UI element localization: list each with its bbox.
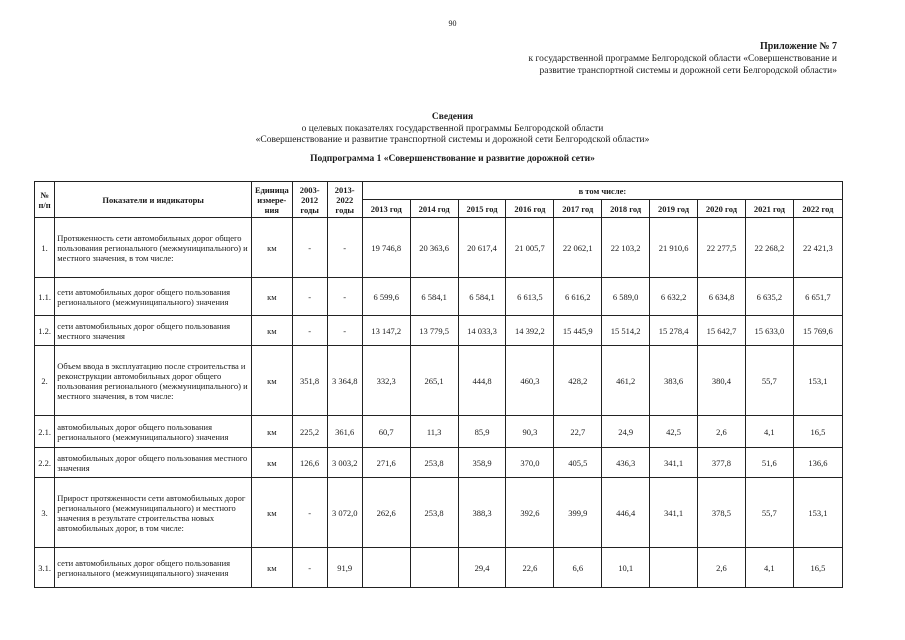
year-value: 383,6 bbox=[650, 346, 698, 416]
year-value: 22,7 bbox=[554, 416, 602, 448]
year-value: 15 642,7 bbox=[698, 316, 746, 346]
period-2003-2012-value: 351,8 bbox=[292, 346, 327, 416]
indicators-table bbox=[34, 181, 843, 588]
appendix-line-2: развитие транспортной системы и дорожной сети Белгородской области» bbox=[539, 66, 837, 76]
year-value: 21 005,7 bbox=[506, 218, 554, 278]
year-value: 6 584,1 bbox=[410, 278, 458, 316]
year-value: 22 268,2 bbox=[745, 218, 793, 278]
year-value: 55,7 bbox=[745, 346, 793, 416]
header-year: 2014 год bbox=[410, 200, 458, 218]
year-value: 14 392,2 bbox=[506, 316, 554, 346]
row-number: 1.2. bbox=[35, 316, 55, 346]
year-value: 341,1 bbox=[650, 478, 698, 548]
year-value: 15 769,6 bbox=[793, 316, 842, 346]
year-value: 6 616,2 bbox=[554, 278, 602, 316]
year-value: 60,7 bbox=[362, 416, 410, 448]
year-value: 2,6 bbox=[698, 416, 746, 448]
year-value: 4,1 bbox=[745, 548, 793, 588]
year-value: 265,1 bbox=[410, 346, 458, 416]
indicator-name: автомобильных дорог общего пользования местного значения bbox=[55, 448, 252, 478]
year-value: 271,6 bbox=[362, 448, 410, 478]
row-number: 3.1. bbox=[35, 548, 55, 588]
table-row bbox=[35, 218, 843, 278]
appendix-block bbox=[477, 41, 837, 77]
year-value: 15 514,2 bbox=[602, 316, 650, 346]
year-value: 29,4 bbox=[458, 548, 506, 588]
year-value: 20 363,6 bbox=[410, 218, 458, 278]
year-value bbox=[650, 548, 698, 588]
table-row bbox=[35, 416, 843, 448]
header-year: 2015 год bbox=[458, 200, 506, 218]
year-value: 10,1 bbox=[602, 548, 650, 588]
unit-cell: км bbox=[252, 278, 292, 316]
page-number: 90 bbox=[448, 19, 457, 28]
year-value: 15 633,0 bbox=[745, 316, 793, 346]
indicator-name: Прирост протяженности сети автомобильных дорог регионального (межмуниципального) и местного значения в результате строительства новых автомобильных дорог, в том числе: bbox=[55, 478, 252, 548]
year-value: 19 746,8 bbox=[362, 218, 410, 278]
period-2003-2012-value: - bbox=[292, 278, 327, 316]
table-row bbox=[35, 548, 843, 588]
subprogram-title: Подпрограмма 1 «Совершенствование и развитие дорожной сети» bbox=[310, 154, 595, 164]
year-value: 358,9 bbox=[458, 448, 506, 478]
year-value: 6 651,7 bbox=[793, 278, 842, 316]
unit-cell: км bbox=[252, 448, 292, 478]
year-value: 13 779,5 bbox=[410, 316, 458, 346]
unit-cell: км bbox=[252, 548, 292, 588]
year-value: 388,3 bbox=[458, 478, 506, 548]
year-value: 90,3 bbox=[506, 416, 554, 448]
year-value: 16,5 bbox=[793, 548, 842, 588]
year-value: 15 445,9 bbox=[554, 316, 602, 346]
year-value: 2,6 bbox=[698, 548, 746, 588]
year-value: 20 617,4 bbox=[458, 218, 506, 278]
indicator-name: сети автомобильных дорог общего пользования регионального (межмуниципального) значения bbox=[55, 548, 252, 588]
year-value: 22 103,2 bbox=[602, 218, 650, 278]
year-value: 436,3 bbox=[602, 448, 650, 478]
year-value: 85,9 bbox=[458, 416, 506, 448]
period-2003-2012-value: - bbox=[292, 478, 327, 548]
unit-cell: км bbox=[252, 416, 292, 448]
header-year: 2021 год bbox=[745, 200, 793, 218]
year-value: 21 910,6 bbox=[650, 218, 698, 278]
table-row bbox=[35, 346, 843, 416]
year-value: 253,8 bbox=[410, 448, 458, 478]
header-year: 2017 год bbox=[554, 200, 602, 218]
year-value: 380,4 bbox=[698, 346, 746, 416]
header-num: № п/п bbox=[35, 182, 55, 218]
header-year: 2016 год bbox=[506, 200, 554, 218]
year-value: 6 613,5 bbox=[506, 278, 554, 316]
year-value bbox=[362, 548, 410, 588]
year-value: 22 421,3 bbox=[793, 218, 842, 278]
indicator-name: автомобильных дорог общего пользования регионального (межмуниципального) значения bbox=[55, 416, 252, 448]
period-2003-2012-value: - bbox=[292, 218, 327, 278]
header-including: в том числе: bbox=[362, 182, 842, 200]
year-value: 11,3 bbox=[410, 416, 458, 448]
year-value: 378,5 bbox=[698, 478, 746, 548]
period-2003-2012-value: 126,6 bbox=[292, 448, 327, 478]
table-row bbox=[35, 316, 843, 346]
header-year: 2013 год bbox=[362, 200, 410, 218]
year-value: 341,1 bbox=[650, 448, 698, 478]
year-value: 42,5 bbox=[650, 416, 698, 448]
year-value: 153,1 bbox=[793, 478, 842, 548]
year-value: 444,8 bbox=[458, 346, 506, 416]
period-2013-2022-value: 3 072,0 bbox=[327, 478, 362, 548]
year-value: 460,3 bbox=[506, 346, 554, 416]
unit-cell: км bbox=[252, 478, 292, 548]
year-value: 377,8 bbox=[698, 448, 746, 478]
table-row bbox=[35, 478, 843, 548]
period-2013-2022-value: - bbox=[327, 278, 362, 316]
heading-line-1: о целевых показателях государственной программы Белгородской области bbox=[301, 123, 604, 134]
heading-line-2: «Совершенствование и развитие транспортной системы и дорожной сети Белгородской области» bbox=[255, 135, 650, 145]
indicator-name: сети автомобильных дорог общего пользования регионального (межмуниципального) значения bbox=[55, 278, 252, 316]
row-number: 2. bbox=[35, 346, 55, 416]
header-indicator: Показатели и индикаторы bbox=[55, 182, 252, 218]
header-year: 2022 год bbox=[793, 200, 842, 218]
year-value: 446,4 bbox=[602, 478, 650, 548]
header-year: 2018 год bbox=[602, 200, 650, 218]
year-value: 14 033,3 bbox=[458, 316, 506, 346]
period-2013-2022-value: 361,6 bbox=[327, 416, 362, 448]
period-2003-2012-value: - bbox=[292, 316, 327, 346]
period-2013-2022-value: 3 003,2 bbox=[327, 448, 362, 478]
year-value: 332,3 bbox=[362, 346, 410, 416]
year-value: 15 278,4 bbox=[650, 316, 698, 346]
year-value: 22,6 bbox=[506, 548, 554, 588]
row-number: 2.1. bbox=[35, 416, 55, 448]
year-value: 24,9 bbox=[602, 416, 650, 448]
year-value: 4,1 bbox=[745, 416, 793, 448]
year-value: 262,6 bbox=[362, 478, 410, 548]
indicator-name: Объем ввода в эксплуатацию после строительства и реконструкции автомобильных дорог общего пользования регионального (межмуниципального) и местного значения, в том числе: bbox=[55, 346, 252, 416]
period-2003-2012-value: - bbox=[292, 548, 327, 588]
row-number: 2.2. bbox=[35, 448, 55, 478]
year-value: 6 589,0 bbox=[602, 278, 650, 316]
period-2003-2012-value: 225,2 bbox=[292, 416, 327, 448]
header-year: 2020 год bbox=[698, 200, 746, 218]
table-row bbox=[35, 278, 843, 316]
indicator-name: Протяженность сети автомобильных дорог общего пользования регионального (межмуниципального) и местного значения, в том числе: bbox=[55, 218, 252, 278]
year-value: 399,9 bbox=[554, 478, 602, 548]
year-value: 370,0 bbox=[506, 448, 554, 478]
unit-cell: км bbox=[252, 218, 292, 278]
year-value: 22 277,5 bbox=[698, 218, 746, 278]
unit-cell: км bbox=[252, 346, 292, 416]
year-value: 22 062,1 bbox=[554, 218, 602, 278]
header-period-2013-2022: 2013-2022 годы bbox=[327, 182, 362, 218]
header-unit: Единица измере-ния bbox=[252, 182, 292, 218]
year-value: 253,8 bbox=[410, 478, 458, 548]
period-2013-2022-value: - bbox=[327, 218, 362, 278]
appendix-title: Приложение № 7 bbox=[759, 41, 837, 52]
heading-title: Сведения bbox=[431, 112, 474, 122]
header-period-2003-2012: 2003-2012 годы bbox=[292, 182, 327, 218]
year-value: 13 147,2 bbox=[362, 316, 410, 346]
year-value: 153,1 bbox=[793, 346, 842, 416]
appendix-line-1: к государственной программе Белгородской области «Совершенствование и bbox=[528, 54, 837, 64]
year-value: 136,6 bbox=[793, 448, 842, 478]
year-value: 392,6 bbox=[506, 478, 554, 548]
year-value: 6 634,8 bbox=[698, 278, 746, 316]
period-2013-2022-value: 3 364,8 bbox=[327, 346, 362, 416]
period-2013-2022-value: 91,9 bbox=[327, 548, 362, 588]
year-value: 51,6 bbox=[745, 448, 793, 478]
indicator-name: сети автомобильных дорог общего пользования местного значения bbox=[55, 316, 252, 346]
header-year: 2019 год bbox=[650, 200, 698, 218]
year-value: 428,2 bbox=[554, 346, 602, 416]
table-row bbox=[35, 448, 843, 478]
year-value: 55,7 bbox=[745, 478, 793, 548]
year-value: 6 599,6 bbox=[362, 278, 410, 316]
row-number: 1. bbox=[35, 218, 55, 278]
row-number: 1.1. bbox=[35, 278, 55, 316]
year-value: 405,5 bbox=[554, 448, 602, 478]
year-value: 6,6 bbox=[554, 548, 602, 588]
year-value: 16,5 bbox=[793, 416, 842, 448]
year-value: 461,2 bbox=[602, 346, 650, 416]
year-value: 6 584,1 bbox=[458, 278, 506, 316]
year-value bbox=[410, 548, 458, 588]
document-heading bbox=[0, 112, 905, 147]
period-2013-2022-value: - bbox=[327, 316, 362, 346]
unit-cell: км bbox=[252, 316, 292, 346]
row-number: 3. bbox=[35, 478, 55, 548]
year-value: 6 635,2 bbox=[745, 278, 793, 316]
year-value: 6 632,2 bbox=[650, 278, 698, 316]
